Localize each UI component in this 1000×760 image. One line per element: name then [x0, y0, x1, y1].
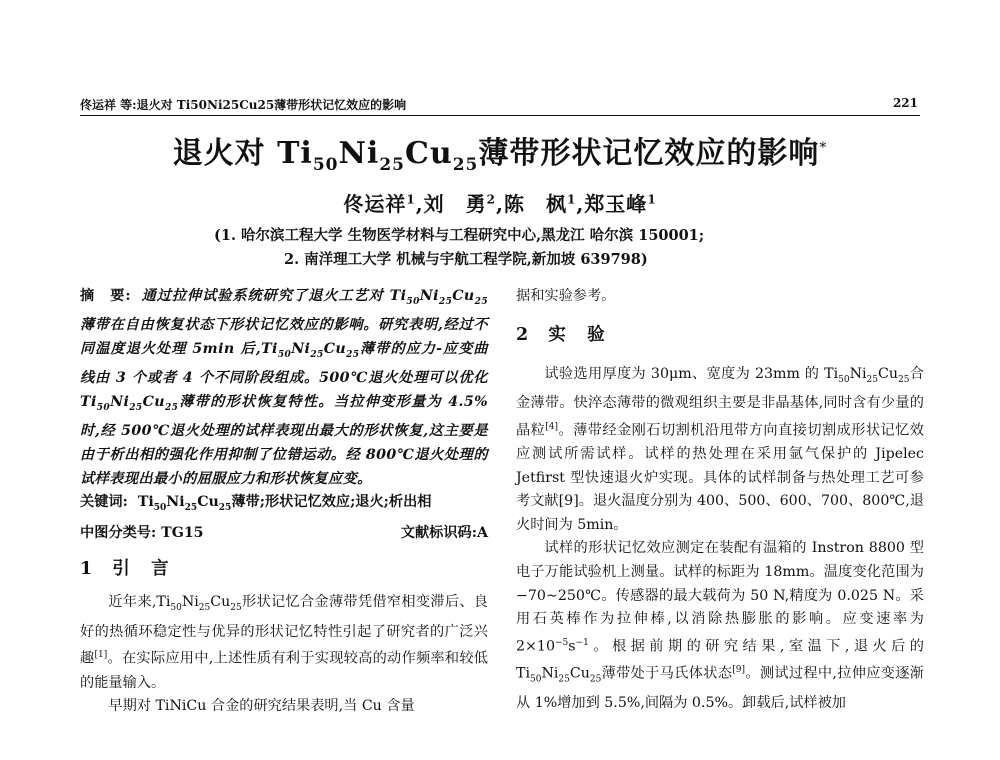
continued-text: 据和实验参考。 — [516, 288, 616, 304]
author-affiliation-mark: 1 — [406, 192, 416, 207]
section-title: 实 验 — [548, 324, 607, 345]
text: 。在实际应用中,上述性质有利于实现较高的动作频率和较低的能量输入。 — [80, 651, 488, 691]
keywords-label: 关键词: — [80, 494, 128, 511]
experiment-paragraph-2 — [516, 537, 924, 715]
subscript: 50 — [530, 674, 542, 685]
keyword-part: Ti — [137, 494, 154, 511]
abstract-text: Cu — [142, 394, 165, 411]
author-name: 郑玉峰 — [584, 192, 648, 216]
text: Cu — [569, 665, 590, 682]
title-subscript: 25 — [452, 155, 479, 175]
keywords-text — [138, 491, 432, 520]
author-separator: , — [415, 192, 424, 216]
subscript: 25 — [898, 374, 910, 385]
keyword-part: 薄带;形状记忆效应;退火;析出相 — [231, 494, 432, 511]
author-affiliation-mark: 1 — [566, 192, 577, 207]
abstract-label: 摘 要: — [80, 288, 132, 304]
subscript: 25 — [198, 603, 211, 614]
text: Ni — [181, 594, 199, 611]
affiliation-line-1: (1. 哈尔滨工程大学 生物医学材料与工程研究中心,黑龙江 哈尔滨 150001; — [214, 227, 705, 244]
author-name: 刘 勇 — [423, 192, 487, 216]
clc-label: 中图分类号: — [80, 524, 157, 541]
author-name: 陈 枫 — [503, 192, 567, 216]
subscript: 25 — [184, 503, 198, 514]
intro-paragraph-2: 早期对 TiNiCu 合金的研究结果表明,当 Cu 含量 — [108, 698, 415, 715]
text: 形状记忆合金薄带凭借窄相变滞后、良好的热循环稳定性与优异的形状记忆特性引起了研究者的广泛兴趣 — [80, 594, 488, 667]
subscript: 25 — [310, 349, 324, 360]
title-part: Ni — [338, 136, 380, 171]
abstract — [80, 285, 488, 491]
text: 试验选用厚度为 30μm、宽度为 23mm 的 Ti — [544, 365, 839, 382]
right-column — [516, 285, 924, 716]
abstract-text: 薄带在自由恢复状态下形状记忆效应的影响。研究表明,经过不同温度退火处理 5min 后,Ti — [80, 317, 488, 358]
abstract-text: Cu — [452, 288, 475, 304]
text: s — [568, 638, 576, 655]
abstract-text: 通过拉伸试验系统研究了退火工艺对 Ti — [141, 288, 407, 304]
subscript: 25 — [218, 503, 232, 514]
doc-value: A — [476, 524, 488, 541]
affiliation-line-2: 2. 南洋理工大学 机械与宇航工程学院,新加坡 639798) — [284, 251, 648, 268]
subscript: 50 — [277, 349, 292, 360]
abstract-text: Ni — [419, 288, 439, 304]
subscript: 25 — [589, 674, 602, 685]
clc-code — [80, 522, 204, 546]
experiment-paragraph-1 — [516, 363, 924, 538]
text: 。薄带经金刚石切割机沿甩带方向直接切割成形状记忆效应测试所需试样。试样的热处理在采用氩气保护的 Jipelec Jetfirst 型快速退火炉实现。具体的试样制备与热处理工艺可参考文献[9]。退火温度分别为 400、500、600、700、800℃,退火时间为 5min。 — [516, 422, 924, 533]
text: Ni — [541, 665, 559, 682]
citation: [4] — [545, 421, 559, 432]
text: Cu — [210, 594, 231, 611]
title-footnote-mark: * — [819, 140, 828, 156]
text: Cu — [878, 365, 898, 382]
keyword-part: Cu — [197, 494, 219, 511]
subscript: 25 — [438, 296, 453, 307]
section-number: 1 — [80, 559, 95, 580]
page-number: 221 — [892, 96, 918, 110]
author-separator: , — [496, 192, 504, 216]
title-subscript: 25 — [379, 155, 405, 175]
title-part: 薄带形状记忆效应的影响 — [478, 136, 820, 171]
subscript: 50 — [170, 603, 182, 614]
abstract-text: 薄带的应力-应变曲线由 3 个或者 4 个不同阶段组成。500℃退火处理可以优化 Ti — [80, 341, 488, 411]
text: Ni — [849, 365, 867, 382]
author-affiliation-mark: 2 — [486, 192, 497, 207]
author-separator: , — [576, 192, 585, 216]
section-title: 引 言 — [112, 559, 171, 580]
citation: [1] — [94, 650, 108, 661]
keywords — [80, 491, 488, 520]
subscript: 50 — [153, 503, 167, 514]
author-name: 佟运祥 — [343, 192, 407, 216]
text: 试样的形状记忆效应测定在装配有温箱的 Instron 8800 型电子万能试验机上测量。试样的标距为 18mm。温度变化范围为−70∼250℃。传感器的最大载荷为 50 N,精度为 0.025 N。采用石英棒作为拉伸棒,以消除热膨胀的影响。应变速率为 2×10 — [516, 540, 924, 655]
exponent: −1 — [575, 637, 589, 648]
section-1-heading — [80, 551, 488, 587]
subscript: 50 — [838, 374, 850, 385]
clc-value: TG15 — [161, 524, 204, 541]
running-head-title: 佟运祥 等:退火对 Ti50Ni25Cu25薄带形状记忆效应的影响 — [80, 98, 407, 112]
paper-title — [0, 128, 1000, 175]
abstract-text: Cu — [323, 341, 347, 358]
subscript: 25 — [474, 296, 488, 307]
section-number: 2 — [516, 324, 531, 345]
doc-label: 文献标识码: — [400, 524, 477, 541]
subscript: 50 — [96, 402, 111, 413]
subscript: 25 — [165, 402, 179, 413]
text: 。根据前期的研究结果,室温下,退火后的 Ti — [516, 638, 924, 682]
document-code — [401, 522, 488, 546]
subscript: 50 — [406, 296, 420, 307]
text: 合金薄带。快淬态薄带的微观组织主要是非晶基体,同时含有少量的晶粒 — [516, 365, 924, 439]
subscript: 25 — [558, 674, 570, 685]
text: 。测试过程中,拉伸应变逐渐从 1%增加到 5.5%,间隔为 0.5%。卸载后,试样被加 — [516, 665, 924, 712]
subscript: 25 — [230, 603, 242, 614]
intro-paragraph-1 — [80, 591, 488, 695]
subscript: 25 — [129, 402, 143, 413]
citation: [9] — [732, 665, 746, 676]
exponent: −5 — [554, 637, 569, 648]
subscript: 25 — [866, 374, 878, 385]
subscript: 25 — [346, 349, 360, 360]
title-part: Cu — [404, 136, 453, 171]
abstract-text: Ni — [110, 394, 130, 411]
left-column — [80, 285, 488, 719]
abstract-text: 薄带的形状恢复特性。当拉伸变形量为 4.5%时,经 500℃退火处理的试样表现出最大的形状恢复,这主要是由于析出相的强化作用抑制了位错运动。经 800℃退火处理的试样表现出最小的屈服应力和形状恢复应变。 — [80, 394, 488, 487]
running-head — [80, 96, 920, 116]
keyword-part: Ni — [166, 494, 185, 511]
text: 薄带处于马氏体状态 — [601, 665, 733, 682]
title-part: 退火对 Ti — [172, 136, 313, 171]
abstract-text: Ni — [291, 341, 311, 358]
classification-row — [80, 522, 488, 546]
title-subscript: 50 — [312, 155, 339, 175]
text: 近年来,Ti — [108, 594, 171, 611]
section-2-heading — [516, 317, 924, 353]
author-list — [0, 188, 1000, 217]
author-affiliation-mark: 1 — [647, 192, 657, 207]
